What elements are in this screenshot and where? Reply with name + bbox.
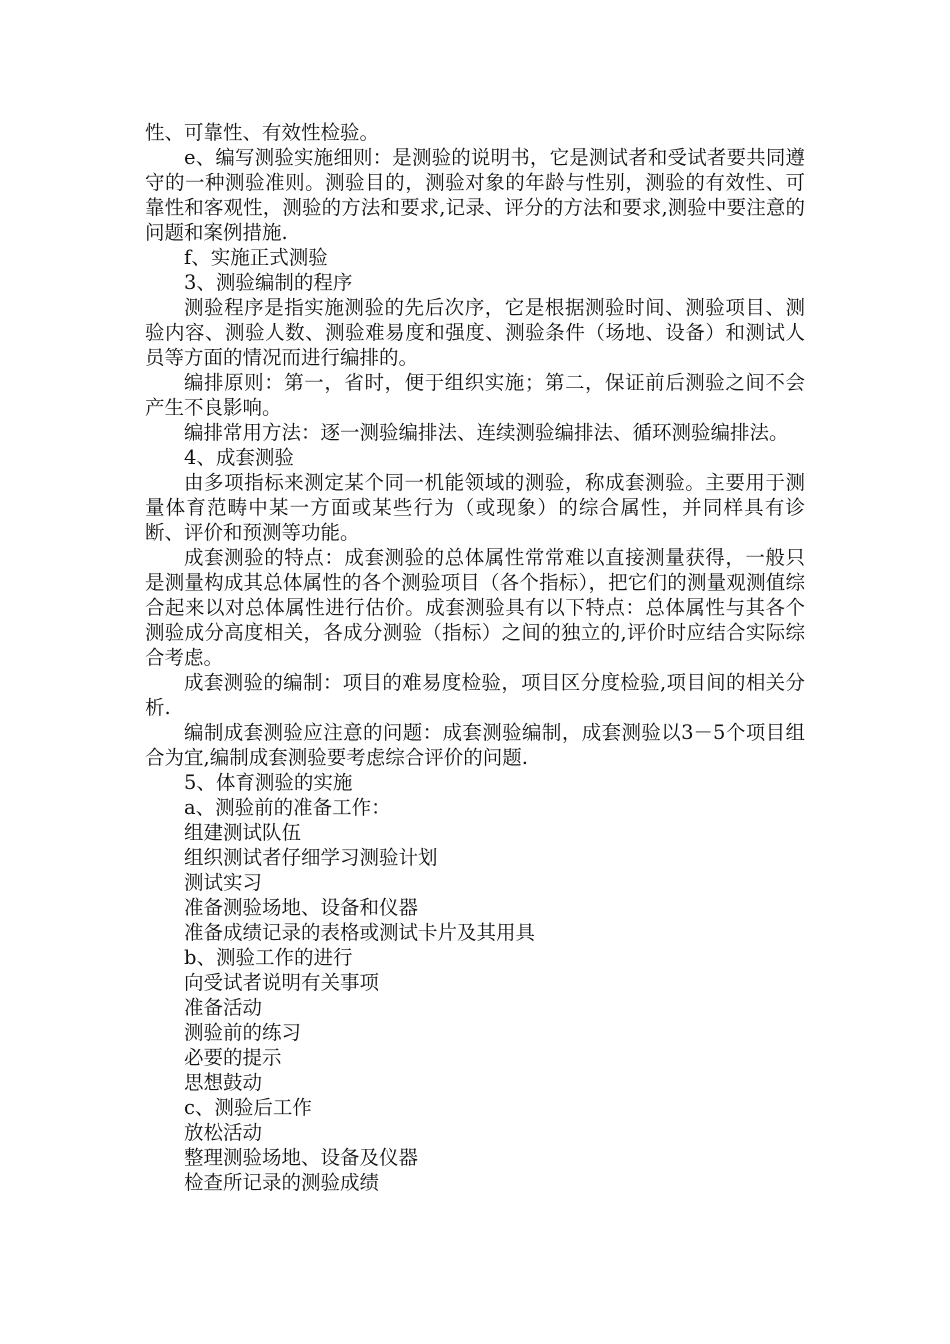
- list-item: 思想鼓动: [184, 1071, 263, 1094]
- document-page: [145, 120, 805, 1195]
- paragraph-battery-compilation: 成套测验的编制：项目的难易度检验，项目区分度检验,项目间的相关分析.: [145, 671, 805, 719]
- paragraph-test-procedure: 测验程序是指实施测验的先后次序，它是根据测验时间、测验项目、测验内容、测验人数、测验难易度和强度、测验条件（场地、设备）和测试人员等方面的情况而进行编排的。: [145, 296, 805, 369]
- list-item: 测试实习: [184, 871, 263, 894]
- paragraph-battery-features: 成套测验的特点：成套测验的总体属性常常难以直接测量获得，一般只是测量构成其总体属性的各个测验项目（各个指标），把它们的测量观测值综合起来以对总体属性进行估价。成套测验具有以下特点：总体属性与其各个测验成分高度相关，各成分测验（指标）之间的独立的,评价时应结合实际综合考虑。: [145, 546, 805, 669]
- subheading-a: a、测验前的准备工作：: [184, 796, 391, 819]
- list-item: 准备测验场地、设备和仪器: [184, 896, 419, 919]
- paragraph-arrangement-methods: 编排常用方法：逐一测验编排法、连续测验编排法、循环测验编排法。: [184, 421, 789, 444]
- paragraph-formal-test: f、实施正式测验: [184, 246, 328, 269]
- section-heading-4: 4、成套测验: [184, 446, 294, 469]
- list-item: 向受试者说明有关事项: [184, 971, 380, 994]
- list-item: 准备成绩记录的表格或测试卡片及其用具: [184, 921, 536, 944]
- list-item: 准备活动: [184, 996, 263, 1019]
- list-item: 必要的提示: [184, 1046, 282, 1069]
- paragraph-arrangement-principles: 编排原则：第一，省时，便于组织实施；第二，保证前后测验之间不会产生不良影响。: [145, 371, 805, 419]
- section-heading-5: 5、体育测验的实施: [184, 771, 353, 794]
- list-item: 组建测试队伍: [184, 821, 302, 844]
- list-item: 检查所记录的测验成绩: [184, 1171, 380, 1194]
- paragraph-continuation: 性、可靠性、有效性检验。: [145, 121, 380, 144]
- paragraph-implementation-rules: e、编写测验实施细则：是测验的说明书，它是测试者和受试者要共同遵守的一种测验准则。测验目的，测验对象的年龄与性别，测验的有效性、可靠性和客观性，测验的方法和要求,记录、评分的方法和要求,测验中要注意的问题和案例措施.: [145, 146, 805, 244]
- paragraph-battery-definition: 由多项指标来测定某个同一机能领域的测验，称成套测验。主要用于测量体育范畴中某一方面或某些行为（或现象）的综合属性，并同样具有诊断、评价和预测等功能。: [145, 471, 805, 544]
- section-heading-3: 3、测验编制的程序: [184, 271, 353, 294]
- list-item: 测验前的练习: [184, 1021, 302, 1044]
- subheading-b: b、测验工作的进行: [184, 946, 353, 969]
- list-item: 整理测验场地、设备及仪器: [184, 1146, 419, 1169]
- subheading-c: c、测验后工作: [184, 1096, 312, 1119]
- list-item: 组织测试者仔细学习测验计划: [184, 846, 438, 869]
- paragraph-battery-issues: 编制成套测验应注意的问题：成套测验编制，成套测验以3－5个项目组合为宜,编制成套测验要考虑综合评价的问题.: [145, 721, 805, 769]
- list-item: 放松活动: [184, 1121, 263, 1144]
